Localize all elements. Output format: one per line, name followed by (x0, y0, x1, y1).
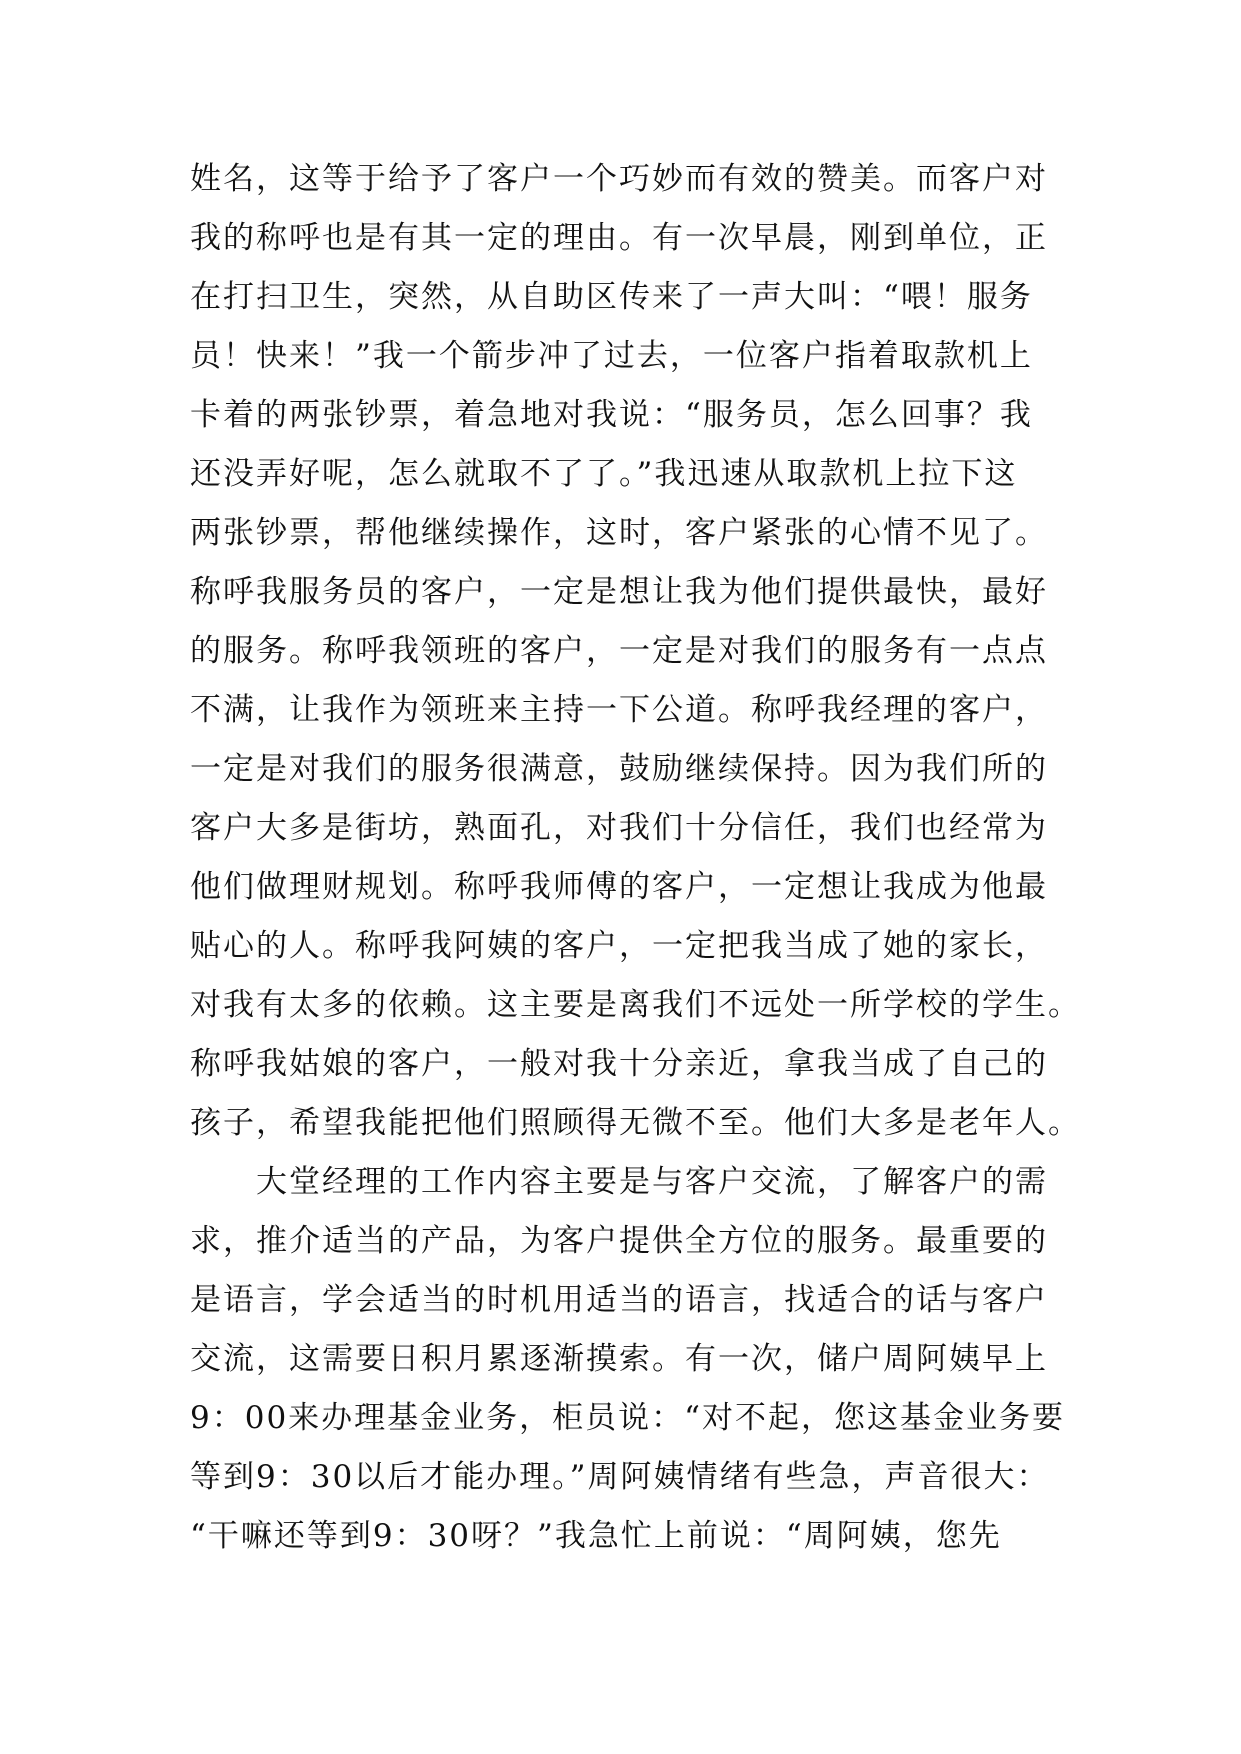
text-line: 他们做理财规划。称呼我师傅的客户，一定想让我成为他最 (190, 869, 1048, 905)
body-text (190, 150, 1081, 1566)
text-line: 孩子，希望我能把他们照顾得无微不至。他们大多是老年人。 (190, 1105, 1081, 1141)
text-line: 客户大多是街坊，熟面孔，对我们十分信任，我们也经常为 (190, 810, 1048, 846)
text-line: 称呼我姑娘的客户，一般对我十分亲近，拿我当成了自己的 (190, 1046, 1048, 1082)
text-line: 不满，让我作为领班来主持一下公道。称呼我经理的客户， (190, 692, 1048, 728)
text-line: 我的称呼也是有其一定的理由。有一次早晨，刚到单位，正 (190, 220, 1048, 256)
text-line: 在打扫卫生，突然，从自助区传来了一声大叫：“喂！服务 (190, 279, 1033, 315)
text-line: 求，推介适当的产品，为客户提供全方位的服务。最重要的 (190, 1223, 1048, 1259)
text-line: 还没弄好呢，怎么就取不了了。”我迅速从取款机上拉下这 (190, 456, 1018, 492)
text-line: 的服务。称呼我领班的客户，一定是对我们的服务有一点点 (190, 633, 1048, 669)
text-line: 一定是对我们的服务很满意，鼓励继续保持。因为我们所的 (190, 751, 1048, 787)
text-line: 称呼我服务员的客户，一定是想让我为他们提供最快，最好 (190, 574, 1048, 610)
text-line: 贴心的人。称呼我阿姨的客户，一定把我当成了她的家长， (190, 928, 1048, 964)
text-line: 卡着的两张钞票，着急地对我说：“服务员，怎么回事？我 (190, 397, 1033, 433)
text-line: 等到9：30以后才能办理。”周阿姨情绪有些急，声音很大： (190, 1459, 1050, 1495)
paragraph-start-line: 大堂经理的工作内容主要是与客户交流，了解客户的需 (256, 1164, 1048, 1200)
text-line: 是语言，学会适当的时机用适当的语言，找适合的话与客户 (190, 1282, 1048, 1318)
text-line: 9：00来办理基金业务，柜员说：“对不起，您这基金业务要 (190, 1400, 1066, 1436)
text-line: 两张钞票，帮他继续操作，这时，客户紧张的心情不见了。 (190, 515, 1048, 551)
text-line: 对我有太多的依赖。这主要是离我们不远处一所学校的学生。 (190, 987, 1081, 1023)
text-line: 姓名，这等于给予了客户一个巧妙而有效的赞美。而客户对 (190, 161, 1048, 197)
text-line: 交流，这需要日积月累逐渐摸索。有一次，储户周阿姨早上 (190, 1341, 1048, 1377)
text-line: “干嘛还等到9：30呀？”我急忙上前说：“周阿姨，您先 (190, 1518, 1002, 1554)
text-line: 员！快来！”我一个箭步冲了过去，一位客户指着取款机上 (190, 338, 1033, 374)
